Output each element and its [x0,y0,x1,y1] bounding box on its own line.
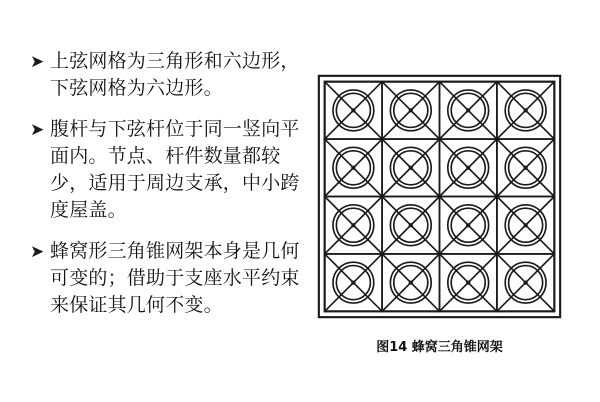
bullet-text: 蜂窝形三角锥网架本身是几何可变的；借助于支座水平约束来保证其几何不变。 [50,240,300,316]
list-item [30,238,305,319]
list-item [30,116,305,224]
arrow-bullet-icon: ➤ [30,52,45,71]
list-item [30,48,305,102]
arrow-bullet-icon: ➤ [30,120,45,139]
figure-caption: 图14 蜂窝三角锥网架 [376,340,503,355]
bullet-list [30,48,305,333]
arrow-bullet-icon: ➤ [30,242,45,261]
space-frame-drawing [313,70,566,323]
space-frame-figure [313,70,566,323]
bullet-text: 上弦网格为三角形和六边形，下弦网格为六边形。 [50,50,300,99]
bullet-text: 腹杆与下弦杆位于同一竖向平面内。节点、杆件数量都较少，适用于周边支承，中小跨度屋盖。 [50,118,300,221]
